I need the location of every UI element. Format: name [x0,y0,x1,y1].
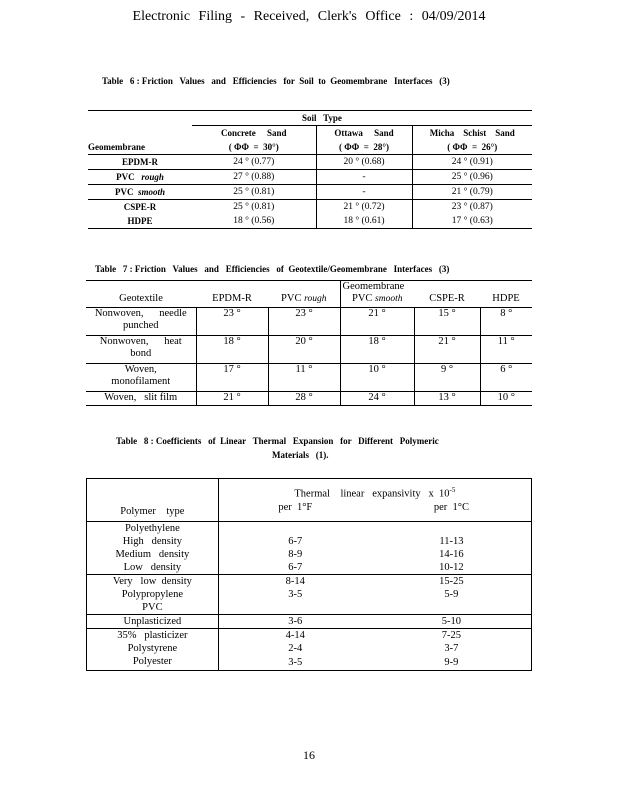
col-per-c: per 1°C [372,501,532,522]
cell-micha: 23 ° (0.87) [412,200,532,215]
col-micha: Micha Schist Sand [412,126,532,141]
cell-per-c: 10-12 [372,561,532,575]
table-row [88,155,532,170]
table-row [87,628,532,642]
table-row [87,601,532,615]
table-row [87,642,532,655]
table-row [86,392,532,406]
cell-epdm: 17 ° [196,364,268,392]
cell-per-c: 15-25 [372,574,532,588]
col-ottawa: Ottawa Sand [316,126,412,141]
cell-pvc-rough: 20 ° [268,336,340,364]
polymer-name: Low density [87,561,219,575]
table-row [87,548,532,561]
sub-ottawa: ( ΦΦ = 28°) [316,140,412,155]
polymer-name: Polyethylene [87,521,219,535]
cell-cspe: 21 ° [414,336,480,364]
table-row [86,308,532,336]
group-header-geomembrane: Geomembrane [340,281,480,294]
cell-per-c: 5-10 [372,614,532,628]
cell-pvc-rough: 11 ° [268,364,340,392]
table-row [88,185,532,200]
row-name: PVC [116,172,135,182]
table-row [87,655,532,671]
table8-caption-line1: Table 8 : Coefficients of Linear Thermal Expansion for Different Polymeric [116,436,439,446]
cell-concrete: 27 ° (0.88) [192,170,316,185]
cell-hdpe: 8 ° [480,308,532,336]
cell-per-f: 4-14 [218,628,372,642]
sub-concrete: ( ΦΦ = 30°) [192,140,316,155]
cell-per-f: 3-5 [288,588,303,600]
cell-per-f: 6-7 [288,535,303,547]
geotextile-line1: Woven, slit film [104,392,178,403]
table-row [87,574,532,588]
cell-hdpe: 6 ° [480,364,532,392]
table8 [86,478,532,671]
table-row [86,364,532,392]
cell-concrete: 25 ° (0.81) [233,202,275,212]
table-row [86,336,532,364]
geotextile-line2: punched [122,320,159,331]
polymer-name: Medium density [87,548,219,561]
cell-hdpe: 11 ° [480,336,532,364]
col-epdm: EPDM-R [212,293,252,304]
cell-per-c: 7-25 [372,628,532,642]
col-pvc-smooth-style: smooth [375,294,403,304]
cell-per-f [218,521,372,535]
cell-pvc-smooth: 21 ° [340,308,414,336]
thermal-header-exponent: -5 [449,486,456,494]
cell-per-c: 14-16 [372,548,532,561]
page-number: 16 [303,748,315,762]
cell-per-f: 8-14 [218,574,372,588]
cell-ottawa: 18 ° (0.61) [316,214,412,229]
soil-type-label: Soil Type [192,111,532,126]
cell-epdm: 18 ° [196,336,268,364]
cell-per-c [372,521,532,535]
cell-per-f: 2-4 [288,642,303,654]
cell-cspe: 15 ° [414,308,480,336]
cell-micha: 17 ° (0.63) [412,214,532,229]
row-name: PVC [114,187,134,197]
cell-hdpe: 10 ° [480,392,532,406]
cell-micha: 24 ° (0.91) [412,155,532,170]
geotextile-line1: Nonwoven, heat [99,336,182,347]
cell-micha: 21 ° (0.79) [412,185,532,200]
col-pvc-rough: PVC [281,293,302,304]
table7 [86,280,532,406]
cell-cspe: 9 ° [414,364,480,392]
row-name: EPDM-R [122,157,158,167]
polymer-name: Very low density [87,574,219,588]
sub-micha: ( ΦΦ = 26°) [412,140,532,155]
table-row [88,170,532,185]
col-cspe: CSPE-R [429,293,465,304]
cell-per-f: 3-6 [218,614,372,628]
table-row [88,200,532,215]
polymer-name: Unplasticized [87,614,219,628]
cell-per-f: 6-7 [288,561,303,573]
col-hdpe: HDPE [492,293,520,304]
col-pvc-rough-style: rough [304,294,327,304]
table-row [87,588,532,601]
polymer-name: 35% plasticizer [87,628,219,642]
cell-epdm: 21 ° [196,392,268,406]
table-row [88,214,532,229]
cell-concrete: 25 ° (0.81) [192,185,316,200]
table-row [87,521,532,535]
cell-per-c: 11-13 [372,535,532,548]
cell-pvc-rough: 28 ° [268,392,340,406]
cell-pvc-smooth: 18 ° [340,336,414,364]
cell-per-f: 3-5 [218,655,372,671]
polymer-name: Polypropylene [87,588,219,601]
geotextile-line1: Woven, [124,364,157,375]
cell-ottawa: - [316,170,412,185]
table-row [87,535,532,548]
cell-concrete: 18 ° (0.56) [192,214,316,229]
cell-per-c: 9-9 [372,655,532,671]
cell-ottawa: 20 ° (0.68) [316,155,412,170]
table-row [87,561,532,575]
cell-pvc-smooth: 10 ° [340,364,414,392]
row-header-geomembrane: Geomembrane [88,140,192,155]
table6 [88,110,532,229]
col-geotextile: Geotextile [119,293,163,304]
col-pvc-smooth: PVC [351,293,373,304]
thermal-header: Thermal linear expansivity x 10 [294,488,450,500]
cell-per-f: 8-9 [288,548,303,560]
cell-ottawa: 21 ° (0.72) [316,200,412,215]
geotextile-line2: bond [130,348,152,359]
table8-caption-line2: Materials (1). [272,450,329,460]
cell-per-f [218,601,372,615]
polymer-name: PVC [87,601,219,615]
table-row [87,614,532,628]
geotextile-line1: Nonwoven, needle [94,308,187,319]
row-style: smooth [137,187,165,197]
col-concrete: Concrete Sand [192,126,316,141]
cell-epdm: 23 ° [196,308,268,336]
geotextile-line2: monofilament [111,376,171,387]
filing-header: Electronic Filing - Received, Clerk's Office : 04/09/2014 [132,9,486,24]
row-name: HDPE [127,216,153,226]
row-style: rough [141,172,164,182]
polymer-name: Polyester [87,655,219,671]
row-name: CSPE-R [123,202,157,212]
polymer-name: Polystyrene [87,642,219,655]
cell-cspe: 13 ° [414,392,480,406]
table6-caption: Table 6 : Friction Values and Efficiencies for Soil to Geomembrane Interfaces (3) [102,76,450,86]
cell-concrete: 24 ° (0.77) [192,155,316,170]
col-polymer-type: Polymer type [87,501,219,522]
cell-micha: 25 ° (0.96) [412,170,532,185]
cell-per-c [372,601,532,615]
cell-pvc-rough: 23 ° [268,308,340,336]
table7-caption: Table 7 : Friction Values and Efficiencies of Geotextile/Geomembrane Interfaces (3) [95,264,450,274]
cell-per-c: 5-9 [372,588,532,601]
cell-ottawa: - [316,185,412,200]
cell-pvc-smooth: 24 ° [340,392,414,406]
col-per-f: per 1°F [278,501,313,513]
cell-per-c: 3-7 [372,642,532,655]
polymer-name: High density [87,535,219,548]
